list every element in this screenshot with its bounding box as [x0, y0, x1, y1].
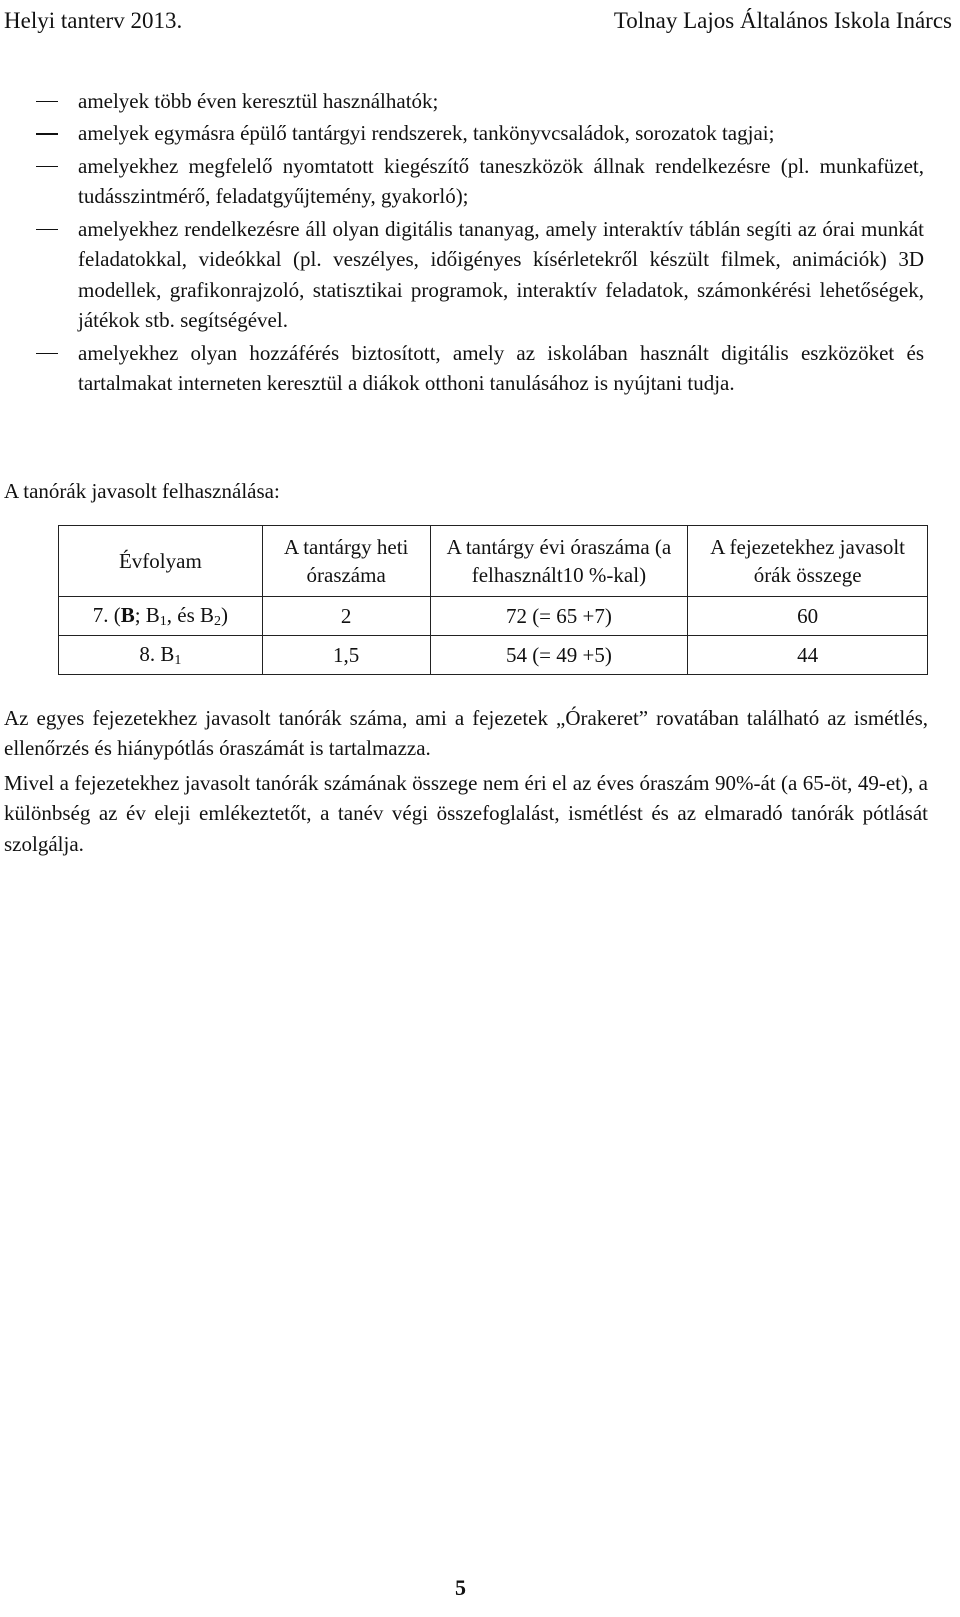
- header-yearly: A tantárgy évi óraszáma (a felhasznált10 %-kal): [430, 526, 688, 597]
- paragraph: Az egyes fejezetekhez javasolt tanórák száma, ami a fejezetek „Órakeret” rovatában található az ismétlés, ellenőrzés és hiánypótlás óraszámát is tartalmazza.: [4, 706, 928, 761]
- list-item: amelyek több éven keresztül használhatók;: [36, 86, 924, 116]
- table-row: [59, 636, 928, 675]
- header-left: Helyi tanterv 2013.: [4, 8, 183, 33]
- header-right: Tolnay Lajos Általános Iskola Inárcs: [613, 8, 952, 33]
- dash-icon: [36, 166, 58, 167]
- header-weekly: A tantárgy heti óraszáma: [262, 526, 430, 597]
- chapters-cell: 60: [688, 597, 928, 636]
- dash-icon: [36, 229, 58, 230]
- page-number: 5: [455, 1575, 466, 1600]
- hours-table: [58, 525, 928, 675]
- weekly-cell: 1,5: [262, 636, 430, 675]
- dash-icon: [36, 353, 58, 354]
- grade-cell: 7. (B; $B_1$, és $B_2$): [59, 597, 263, 636]
- weekly-cell: 2: [262, 597, 430, 636]
- table-row: [59, 597, 928, 636]
- header-grade: Évfolyam: [59, 526, 263, 597]
- paragraph: Mivel a fejezetekhez javasolt tanórák számának összege nem éri el az éves óraszám 90%-át (a 65-öt, 49-et), a különbség az év eleji emlékeztetőt, a tanév végi összefoglalást, ismétlést és az elmaradó tanórák pótlását szolgálja.: [4, 771, 928, 856]
- list-item: amelyekhez megfelelő nyomtatott kiegészítő taneszközök állnak rendelkezésre (pl. munkafüzet, tudásszintmérő, feladatgyűjtemény, gyakorló);: [36, 151, 924, 212]
- grade-cell: 8. $B_1$: [59, 636, 263, 675]
- page-header: [4, 4, 952, 37]
- list-item: amelyekhez olyan hozzáférés biztosított, amely az iskolában használt digitális eszközöket és tartalmakat interneten keresztül a diákok otthoni tanulásához is nyújtani tudja.: [36, 338, 924, 399]
- table-header-row: [59, 526, 928, 597]
- chapters-cell: 44: [688, 636, 928, 675]
- yearly-cell: 72 (= 65 +7): [430, 597, 688, 636]
- criteria-list: [36, 86, 924, 400]
- header-chapters: A fejezetekhez javasolt órák összege: [688, 526, 928, 597]
- list-item: amelyek egymásra épülő tantárgyi rendszerek, tankönyvcsaládok, sorozatok tagjai;: [36, 118, 924, 148]
- dash-icon: [36, 133, 58, 134]
- yearly-cell: 54 (= 49 +5): [430, 636, 688, 675]
- table-intro: A tanórák javasolt felhasználása:: [4, 479, 280, 503]
- dash-icon: [36, 101, 58, 102]
- list-item: amelyekhez rendelkezésre áll olyan digitális tananyag, amely interaktív táblán segíti az órai munkát feladatokkal, videókkal (pl. veszélyes, időigényes kísérletekről készült filmek, animációk) 3D modellek, grafikonrajzoló, statisztikai programok, interaktív feladatok, számonkérési lehetőségek, játékok stb. segítségével.: [36, 214, 924, 336]
